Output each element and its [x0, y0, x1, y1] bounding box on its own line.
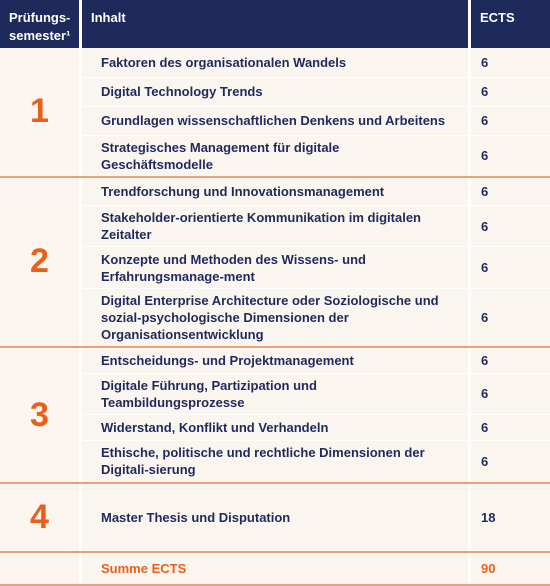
module-title: Digital Enterprise Architecture oder Soziologische und sozial-psychologische Dimensionen der Organisationsentwicklung [82, 289, 468, 348]
semester-number: 1 [0, 48, 79, 177]
semester-number: 3 [0, 347, 79, 483]
module-ects: 6 [471, 289, 550, 348]
module-title: Ethische, politische und rechtliche Dimensionen der Digitali-sierung [82, 440, 468, 483]
table-row [0, 440, 550, 483]
module-title: Trendforschung und Innovationsmanagement [82, 177, 468, 206]
header-ects: ECTS [471, 0, 550, 48]
summary-empty-cell [0, 552, 79, 585]
module-title: Faktoren des organisationalen Wandels [82, 48, 468, 77]
header-semester-line1: Prüfungs- [9, 10, 71, 25]
table-row [0, 77, 550, 106]
table-row [0, 247, 550, 289]
module-ects: 18 [471, 483, 550, 552]
module-title: Grundlagen wissenschaftlichen Denkens und Arbeitens [82, 106, 468, 135]
table-row [0, 373, 550, 414]
table-row [0, 347, 550, 373]
module-title: Master Thesis und Disputation [82, 483, 468, 552]
semester-number: 4 [0, 483, 79, 552]
module-ects: 6 [471, 77, 550, 106]
module-title: Konzepte und Methoden des Wissens- und Erfahrungsmanage-ment [82, 247, 468, 289]
summary-row [0, 552, 550, 585]
table-row [0, 483, 550, 552]
module-ects: 6 [471, 135, 550, 177]
table-row [0, 414, 550, 440]
module-title: Strategisches Management für digitale Geschäftsmodelle [82, 135, 468, 177]
module-ects: 6 [471, 206, 550, 247]
semester-number: 2 [0, 177, 79, 348]
header-semester-line2: semester¹ [9, 28, 71, 43]
header-semester [0, 0, 79, 48]
module-ects: 6 [471, 373, 550, 414]
module-ects: 6 [471, 247, 550, 289]
module-title: Stakeholder-orientierte Kommunikation im digitalen Zeitalter [82, 206, 468, 247]
table-row [0, 48, 550, 77]
module-title: Digital Technology Trends [82, 77, 468, 106]
table-row [0, 106, 550, 135]
header-content: Inhalt [82, 0, 468, 48]
module-ects: 6 [471, 440, 550, 483]
table-header-row [0, 0, 550, 48]
table-row [0, 206, 550, 247]
module-ects: 6 [471, 414, 550, 440]
module-ects: 6 [471, 48, 550, 77]
module-ects: 6 [471, 106, 550, 135]
summary-label: Summe ECTS [82, 552, 468, 585]
table-row [0, 289, 550, 348]
table-row [0, 135, 550, 177]
module-title: Widerstand, Konflikt und Verhandeln [82, 414, 468, 440]
module-title: Digitale Führung, Partizipation und Teambildungsprozesse [82, 373, 468, 414]
table-row [0, 177, 550, 206]
module-title: Entscheidungs- und Projektmanagement [82, 347, 468, 373]
module-ects: 6 [471, 177, 550, 206]
summary-total: 90 [471, 552, 550, 585]
module-ects: 6 [471, 347, 550, 373]
